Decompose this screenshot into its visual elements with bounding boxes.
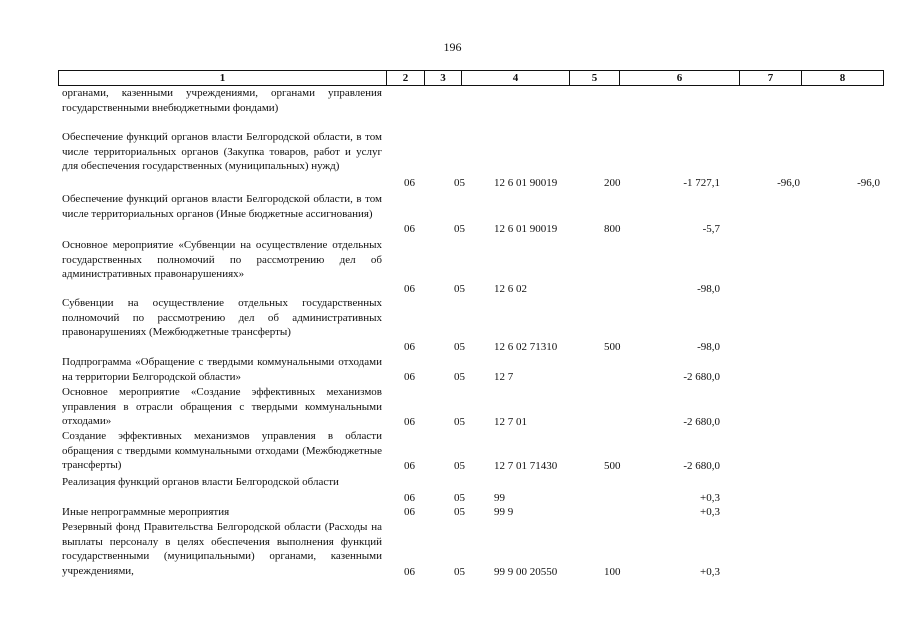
cell-amount-col6: -2 680,0 [683,416,720,428]
column-header-1: 1 [219,72,226,84]
cell-subsection: 05 [454,283,465,295]
cell-target-article: 12 6 01 90019 [494,223,558,235]
cell-target-article: 99 [494,492,505,504]
cell-target-article: 12 6 01 90019 [494,177,558,189]
cell-section: 06 [404,341,415,353]
cell-amount-col6: -98,0 [697,341,720,353]
column-header-4: 4 [461,71,569,85]
row-description: Иные непрограммные мероприятия [62,506,230,518]
cell-target-article: 99 9 00 20550 [494,566,558,578]
column-header-6: 6 [619,71,739,85]
cell-subsection: 05 [454,460,465,472]
row-description: органами, казенными учреждениями, органами управления государственными внебюджетными фондами) [62,87,382,114]
cell-amount-col6: -5,7 [702,223,720,235]
cell-expense-type: 500 [604,460,621,472]
cell-amount-col6: -2 680,0 [683,460,720,472]
row-description: Реализация функций органов власти Белгородской области [62,476,339,488]
cell-section: 06 [404,283,415,295]
row-description: Создание эффективных механизмов управления в области обращения с твердыми коммунальными отходами (Межбюджетные трансферты) [62,430,382,472]
cell-expense-type: 500 [604,341,621,353]
page-number: 196 [443,40,462,54]
cell-section: 06 [404,492,415,504]
cell-section: 06 [404,223,415,235]
column-header-2: 2 [386,71,424,85]
cell-amount-col8: -96,0 [857,177,880,189]
cell-subsection: 05 [454,341,465,353]
column-header-8: 8 [801,71,883,85]
cell-amount-col6: -1 727,1 [683,177,720,189]
cell-amount-col6: +0,3 [700,506,720,518]
cell-amount-col6: -2 680,0 [683,371,720,383]
row-description: Обеспечение функций органов власти Белгородской области, в том числе территориальных органов (Иные бюджетные ассигнования) [62,193,382,220]
cell-amount-col7: -96,0 [777,177,800,189]
cell-subsection: 05 [454,506,465,518]
column-header-3: 3 [424,71,461,85]
cell-section: 06 [404,371,415,383]
cell-target-article: 12 7 01 71430 [494,460,558,472]
cell-target-article: 12 7 01 [494,416,527,428]
cell-section: 06 [404,177,415,189]
cell-target-article: 12 6 02 71310 [494,341,558,353]
cell-amount-col6: +0,3 [700,492,720,504]
cell-subsection: 05 [454,566,465,578]
cell-target-article: 12 6 02 [494,283,527,295]
cell-subsection: 05 [454,177,465,189]
cell-target-article: 12 7 [494,371,514,383]
row-description: Основное мероприятие «Субвенции на осуществление отдельных государственных полномочий по рассмотрению дел об административных правонарушениях» [62,239,382,281]
cell-section: 06 [404,506,415,518]
cell-section: 06 [404,460,415,472]
cell-expense-type: 100 [604,566,621,578]
column-header-5: 5 [569,71,619,85]
column-header-7: 7 [739,71,801,85]
cell-expense-type: 800 [604,223,621,235]
cell-subsection: 05 [454,416,465,428]
cell-expense-type: 200 [604,177,621,189]
cell-amount-col6: -98,0 [697,283,720,295]
cell-section: 06 [404,566,415,578]
cell-subsection: 05 [454,492,465,504]
row-description: Обеспечение функций органов власти Белгородской области, в том числе территориальных органов (Закупка товаров, работ и услуг для обеспечения государственных (муниципальных) нужд) [62,131,382,173]
cell-amount-col6: +0,3 [700,566,720,578]
row-description: Подпрограмма «Обращение с твердыми коммунальными отходами на территории Белгородской области» [62,356,382,383]
cell-section: 06 [404,416,415,428]
cell-subsection: 05 [454,223,465,235]
row-description: Субвенции на осуществление отдельных государственных полномочий по рассмотрению дел об административных правонарушениях (Межбюджетные трансферты) [62,297,382,339]
cell-target-article: 99 9 [494,506,514,518]
row-description: Резервный фонд Правительства Белгородской области (Расходы на выплаты персоналу в целях обеспечения выполнения функций государственными (муниципальными) органами, казенными учреждениями, [62,521,382,577]
cell-subsection: 05 [454,371,465,383]
row-description: Основное мероприятие «Создание эффективных механизмов управления в отрасли обращения с твердыми коммунальными отходами» [62,386,382,428]
